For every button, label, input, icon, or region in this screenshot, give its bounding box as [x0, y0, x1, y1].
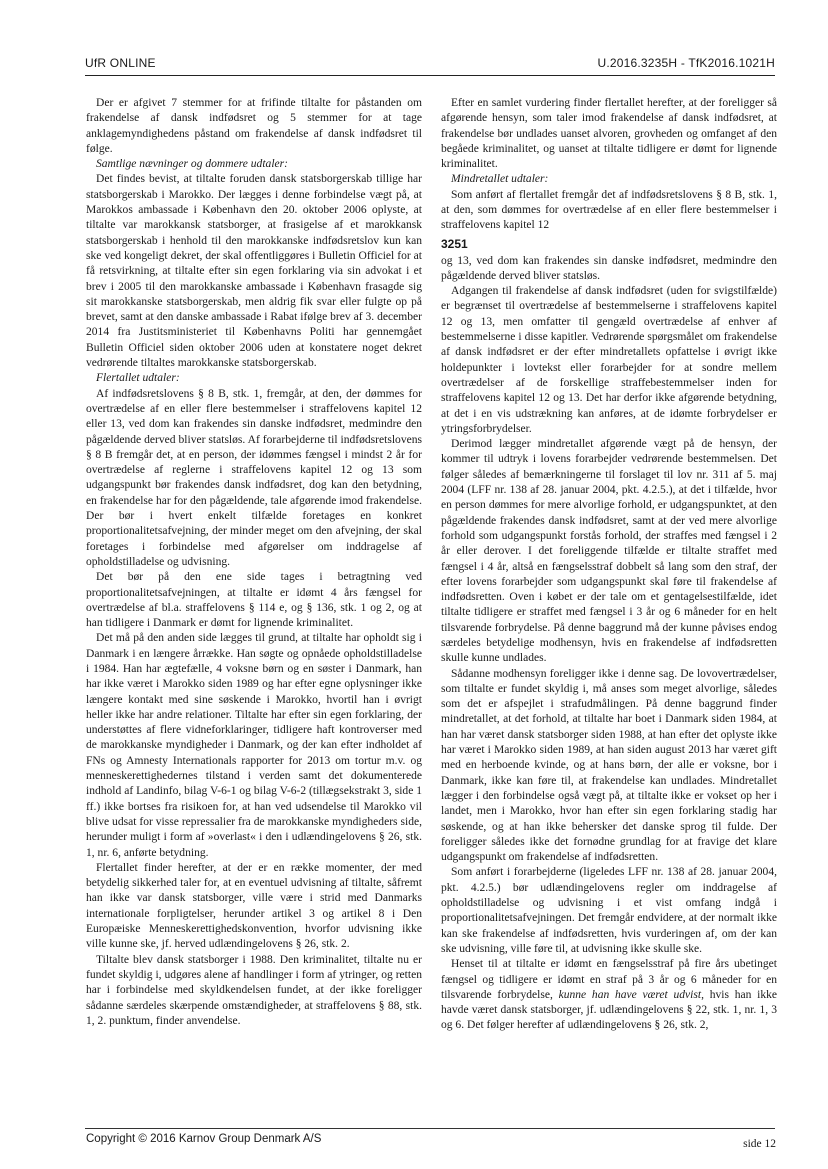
paragraph: Efter en samlet vurdering finder flertallet herefter, at der foreligger så afgørende hensyn, som taler imod frakendelse af dansk indfødsret, at frakendelse bør undlades uanset alvoren, grovheden og omfanget af den begåede kriminalitet, og uanset at tiltalte tidligere er dømt for lignende kriminalitet. [441, 97, 777, 171]
copyright-notice: Copyright © 2016 Karnov Group Denmark A/S [86, 1133, 322, 1145]
paragraph: Det findes bevist, at tiltalte foruden dansk statsborgerskab tillige har statsborgerskab i Marokko. Der lægges i denne forbindelse vægt på, at Marokkos ambassade i København den 20. oktober 2006 oplyste, at tiltalte var marokkansk statsborger, at frasigelse af et marokkansk statsborgerskab i henhold til den marokkanske indfødsretslov kun kan ske ved kongeligt dekret, der skal offentliggøres i Bulletin Officiel for at få retsvirkning, at tiltalte efter sin egen forklaring via sin advokat i et brev i 2005 til den marokkanske ambassade i København frasagde sig sit marokkanske statsborgerskab, men aldrig fik svar eller fulgte op på brevet, samt at den danske ambassade i Rabat ifølge brev af 3. december 2014 fra Justitsministeriet til Københavns Politi har gennemgået Bulletin Officiel siden oktober 2006 uden at konstatere noget dekret vedrørende tiltaltes marokkanske statsborgerskab. [86, 173, 422, 370]
footer-divider [85, 1128, 775, 1129]
paragraph: Af indfødsretslovens § 8 B, stk. 1, fremgår, at den, der dømmes for overtrædelse af en eller flere bestemmelser i straffelovens kapitel 12 eller 13, ved dom kan frakendes sin danske indfødsret, medmindre den pågældende derved bliver statsløs. Af forarbejderne til indfødsretslovens § 8 B fremgår det, at en person, der idømmes fængsel i mindst 2 år for overtrædelse af reglerne i straffelovens kapitel 12 og 13 som udgangspunkt bør frakendes dansk indfødsret, dog kan den betydning, en frakendelse har for den pågældende, tale afgørende imod frakendelse. Der bør i hvert enkelt tilfælde foretages en konkret proportionalitetsafvejning, der minder meget om den afvejning, der skal foretages i forbindelse med afgørelser om inddragelse af opholdstilladelse og udvisning. [86, 387, 422, 568]
paragraph: Tiltalte blev dansk statsborger i 1988. Den kriminalitet, tiltalte nu er fundet skyldig i, udgøres alene af handlinger i form af ytringer, og retten har i forbindelse med skyldkendelsen fundet, at der ikke foreligger sådanne særdeles skærpende omstændigheder, at straffelovens § 88, stk. 1, 2. punktum, finder anvendelse. [86, 953, 422, 1027]
page-header [85, 53, 775, 76]
paragraph: Adgangen til frakendelse af dansk indfødsret (uden for svigstilfælde) er begrænset til overtrædelse af bestemmelserne i straffelovens kapitel 12 og 13, men omfatter til gengæld overtrædelse af enhver af bestemmelserne i disse kapitler. Vedrørende spørgsmålet om frakendelse af dansk indfødsret er der efter mindretallets opfattelse i øvrigt ikke holdepunkter i lovtekst eller forarbejder for at sondre mellem overtrædelser af de forskellige straffebestemmelser inden for straffelovens kapitel 12 og 13. Det har derfor ikke afgørende betydning, at det i en vis udstrækning kan anføres, at de idømte forbrydelser er ytringsforbrydelser. [441, 285, 777, 435]
header-reference: U.2016.3235H - TfK2016.1021H [597, 56, 775, 70]
paragraph: Der er afgivet 7 stemmer for at frifinde tiltalte for påstanden om frakendelse af dansk indfødsret og 5 stemmer for at tage anklagemyndighedens påstand om frakendelse af dansk indfødsret til følge. [86, 97, 422, 155]
section-heading: Flertallet udtaler: [96, 372, 180, 385]
paragraph: Sådanne modhensyn foreligger ikke i denne sag. De lovovertrædelser, som tiltalte er fundet skyldig i, må anses som meget alvorlige, således som det er afspejlet i strafudmålingen. På denne baggrund finder mindretallet, at det forhold, at tiltalte har boet i Danmark siden 1984, at han har været dansk statsborger siden 1988, at han efter det oplyste ikke har været i Marokko siden 1989, at han siden august 2013 har været gift med en herboende kvinde, og at hans børn, der alle er voksne, bor i Danmark, ikke kan føre til, at frakendelse kan undlades. Mindretallet lægger i den forbindelse også vægt på, at tiltalte ikke er vokset op her i landet, men i Marokko, hvor han efter sin egen forklaring stadig har søskende, og at han ikke behersker det danske sprog til fulde. Der foreligger således ikke det fornødne grundlag for at fravige det klare udgangspunkt om frakendelse af indfødsretten. [441, 667, 777, 864]
section-heading: Samtlige nævninger og dommere udtaler: [96, 158, 288, 171]
section-heading: Mindretallet udtaler: [451, 173, 549, 186]
right-column [441, 96, 777, 1034]
paragraph: Det må på den anden side lægges til grund, at tiltalte har opholdt sig i Danmark i en længere årrække. Han søgte og opnåede opholdstilladelse i 1984. Han har ægtefælle, 4 voksne børn og en søster i Danmark, han har ikke været i Marokko siden 1989 og har efter egne oplysninger ikke længere kontakt med sine søskende i Marokko, hvortil han i øvrigt heller ikke har andre relationer. Tiltalte har efter sin egen forklaring, der understøttes af flere vidneforklaringer, tidligere haft kontroverser med de marokkanske myndigheder i Danmark, og der kan efter indholdet af FNs og Amnesty Internationals rapporter for 2013 om tortur m.v. og menneskerettighedernes tilstand i verden samt det dokumenterede indhold af Landinfo, bilag V-6-1 og bilag V-6-2 (tillægsekstrakt 3, side 1 ff.) ikke bortses fra risikoen for, at han ved udsendelse til Marokko vil blive udsat for visse repressalier fra de marokkanske myndigheders side, herunder muligt i form af »overlast« i den i udlændingelovens § 26, stk. 1, nr. 6, anførte betydning. [86, 632, 422, 859]
header-source: UfR ONLINE [85, 56, 156, 70]
paragraph-text: Henset til at tiltalte er idømt en fængselsstraf på fire års ubetinget fængsel og tidligere er idømt en straf på 3 år og 6 måneder for en tilsvarende forbrydelse, [441, 958, 777, 1001]
paragraph: Det bør på den ene side tages i betragtning ved proportionalitetsafvejningen, at tiltalte er idømt 4 års fængsel for overtrædelse af bl.a. straffelovens § 114 e, og § 136, stk. 1 og 2, og at han tidligere i Danmark er dømt for lignende kriminalitet. [86, 571, 422, 630]
paragraph: og 13, ved dom kan frakendes sin danske indfødsret, medmindre den pågældende derved bliver statsløs. [441, 254, 777, 282]
emphasized-text: kunne han have været udvist [558, 988, 702, 1001]
paragraph: Som anført af flertallet fremgår det af indfødsretslovens § 8 B, stk. 1, at den, som dømmes for overtrædelse af en eller flere bestemmelser i straffelovens kapitel 12 [441, 188, 777, 232]
paragraph-text: , hvis han ikke havde været dansk statsborger, jf. udlændingelovens § 22, stk. 1, nr. 1, 3 og 6. Det følger herefter af udlændingelovens § 26, stk. 2, [441, 988, 777, 1032]
page-number: side 12 [743, 1138, 776, 1150]
paragraph: Derimod lægger mindretallet afgørende vægt på de hensyn, der kommer til udtryk i lovens forarbejder vedrørende bestemmelsen. Det følger således af bemærkningerne til forslaget til lov nr. 311 af 5. maj 2004 (LFF nr. 138 af 28. januar 2004, pkt. 4.2.5.), at det i tilfælde, hvor en person dømmes for mere alvorlige forhold, er udgangspunktet, at den pågældende frakendes dansk indfødsret, samt at der ved mere alvorlige forhold som udgangspunkt forstås forhold, der straffes med fængsel i 2 år eller derover. I det foreliggende tilfælde er tiltalte straffet med fængsel i 4 år, altså en fængselsstraf dobbelt så lang som den straf, der efter lovens forarbejder som udgangspunkt skal føre til frakendelse af indfødsretten. Oven i købet er der tale om et gentagelsestilfælde, idet tiltalte tidligere er straffet med fængsel i 3 år og 6 måneder for en helt tilsvarende forbrydelse. På denne baggrund må der kunne påvises endog særdeles betydelige modhensyn, hvis en frakendelse af indfødsretten skulle kunne undlades. [441, 438, 777, 665]
paragraph: Flertallet finder herefter, at der er en række momenter, der med betydelig sikkerhed taler for, at en eventuel udvisning af tiltalte, såfremt han ikke var dansk statsborger, ville være i strid med Danmarks internationale forpligtelser, herunder artikel 3 og artikel 8 i Den Europæiske Menneskerettighedskonvention, hvorfor udvisning ikke ville kunne ske, jf. herved udlændingelovens § 26, stk. 2. [86, 861, 422, 951]
paragraph [441, 957, 777, 1033]
paragraph: Som anført i forarbejderne (ligeledes LFF nr. 138 af 28. januar 2004, pkt. 4.2.5.) bør udlændingelovens regler om inddragelse af opholdstilladelse og udvisning i et vist omfang indgå i proportionalitetsafvejningen. Det fremgår endvidere, at der normalt ikke kan ske frakendelse af indfødsretten, hvis vurderingen af, om der kan ske udvisning, ville føre til, at udvisning ikke skulle ske. [441, 866, 777, 955]
print-page-marker: 3251 [441, 236, 468, 251]
left-column [86, 96, 422, 1029]
